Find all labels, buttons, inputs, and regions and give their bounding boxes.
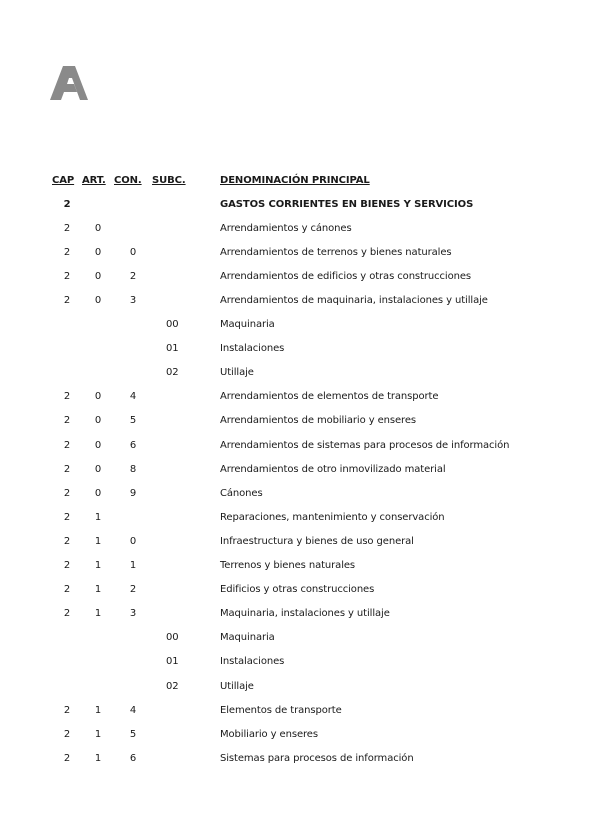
cell-con: 0 [129, 535, 137, 547]
cell-con: 4 [129, 391, 137, 403]
table-row [52, 264, 509, 288]
cell-subc [152, 722, 210, 746]
cell-con: 9 [129, 487, 137, 499]
cell-cap [52, 674, 82, 698]
cell-cap: 2 [63, 295, 71, 307]
cell-denominacion: Maquinaria [220, 319, 275, 331]
cell-cap: 2 [63, 584, 71, 596]
cell-denominacion: GASTOS CORRIENTES EN BIENES Y SERVICIOS [220, 198, 474, 210]
cell-cap: 2 [63, 415, 71, 427]
cell-subc [152, 216, 210, 240]
cell-art: 0 [94, 222, 102, 234]
cell-subc [152, 433, 210, 457]
cell-cap: 2 [63, 246, 71, 258]
cell-cap: 2 [63, 535, 71, 547]
cell-denominacion: Arrendamientos de mobiliario y enseres [220, 415, 417, 427]
cell-subc: 01 [166, 656, 179, 668]
table-row [52, 578, 509, 602]
budget-classification-table [52, 168, 509, 770]
cell-con: 6 [129, 439, 137, 451]
cell-denominacion: Arrendamientos y cánones [220, 222, 352, 234]
cell-art [82, 650, 114, 674]
cell-con: 3 [129, 295, 137, 307]
cell-denominacion: Reparaciones, mantenimiento y conservación [220, 511, 445, 523]
cell-con [114, 216, 152, 240]
table-row [52, 698, 509, 722]
cell-subc [152, 409, 210, 433]
cell-con: 1 [129, 560, 137, 572]
table-row [52, 746, 509, 770]
cell-con: 2 [129, 270, 137, 282]
cell-subc [152, 746, 210, 770]
cell-art [82, 674, 114, 698]
table-row [52, 650, 509, 674]
cell-subc [152, 457, 210, 481]
cell-cap [52, 650, 82, 674]
cell-art: 1 [94, 728, 102, 740]
cell-art: 1 [94, 752, 102, 764]
cell-cap [52, 313, 82, 337]
table-row [52, 481, 509, 505]
table-row [52, 722, 509, 746]
header-art: ART. [82, 174, 106, 186]
table-row [52, 337, 509, 361]
cell-subc [152, 288, 210, 312]
cell-subc [152, 554, 210, 578]
cell-subc [152, 578, 210, 602]
header-denominacion: DENOMINACIÓN PRINCIPAL [220, 174, 370, 186]
cell-denominacion: Sistemas para procesos de información [220, 752, 414, 764]
cell-denominacion: Instalaciones [220, 343, 285, 355]
table-row [52, 433, 509, 457]
cell-subc [152, 264, 210, 288]
cell-cap: 2 [63, 752, 71, 764]
cell-cap: 2 [63, 463, 71, 475]
cell-cap: 2 [63, 222, 71, 234]
cell-denominacion: Arrendamientos de maquinaria, instalaciones y utillaje [220, 295, 488, 307]
cell-denominacion: Edificios y otras construcciones [220, 584, 375, 596]
cell-art: 1 [94, 511, 102, 523]
table-row [52, 674, 509, 698]
cell-subc: 02 [166, 680, 179, 692]
cell-denominacion: Infraestructura y bienes de uso general [220, 535, 414, 547]
cell-art [82, 337, 114, 361]
table-row [52, 192, 509, 216]
cell-art: 0 [94, 463, 102, 475]
cell-denominacion: Arrendamientos de elementos de transporte [220, 391, 439, 403]
cell-con: 5 [129, 415, 137, 427]
table-row [52, 288, 509, 312]
cell-con [114, 192, 152, 216]
cell-subc [152, 240, 210, 264]
cell-con: 4 [129, 704, 137, 716]
table-row [52, 505, 509, 529]
cell-cap: 2 [63, 728, 71, 740]
cell-subc: 02 [166, 367, 179, 379]
cell-cap [52, 337, 82, 361]
cell-denominacion: Utillaje [220, 367, 254, 379]
cell-art: 0 [94, 246, 102, 258]
cell-art: 0 [94, 295, 102, 307]
table-row [52, 457, 509, 481]
cell-subc [152, 192, 210, 216]
cell-art: 1 [94, 584, 102, 596]
cell-subc [152, 481, 210, 505]
cell-cap: 2 [63, 704, 71, 716]
cell-con: 0 [129, 246, 137, 258]
table-row [52, 385, 509, 409]
cell-art: 1 [94, 608, 102, 620]
table-header-row [52, 168, 509, 192]
table-row [52, 626, 509, 650]
cell-art: 1 [94, 535, 102, 547]
cell-denominacion: Arrendamientos de sistemas para procesos de información [220, 439, 510, 451]
cell-subc: 00 [166, 319, 179, 331]
cell-cap [52, 361, 82, 385]
cell-con: 5 [129, 728, 137, 740]
cell-art: 0 [94, 270, 102, 282]
cell-subc: 00 [166, 632, 179, 644]
header-subc: SUBC. [152, 174, 186, 186]
cell-denominacion: Arrendamientos de otro inmovilizado material [220, 463, 446, 475]
cell-denominacion: Cánones [220, 487, 263, 499]
cell-denominacion: Arrendamientos de terrenos y bienes naturales [220, 246, 452, 258]
cell-denominacion: Arrendamientos de edificios y otras construcciones [220, 270, 472, 282]
cell-art [82, 313, 114, 337]
cell-denominacion: Maquinaria [220, 632, 275, 644]
table-row [52, 529, 509, 553]
cell-con: 2 [129, 584, 137, 596]
cell-con [114, 650, 152, 674]
table-row [52, 602, 509, 626]
cell-cap: 2 [63, 439, 71, 451]
cell-art: 0 [94, 439, 102, 451]
cell-subc [152, 385, 210, 409]
cell-con [114, 626, 152, 650]
cell-denominacion: Elementos de transporte [220, 704, 342, 716]
cell-cap: 2 [63, 560, 71, 572]
table-row [52, 313, 509, 337]
cell-con [114, 674, 152, 698]
cell-subc [152, 529, 210, 553]
cell-con [114, 337, 152, 361]
cell-denominacion: Mobiliario y enseres [220, 728, 318, 740]
cell-denominacion: Maquinaria, instalaciones y utillaje [220, 608, 390, 620]
cell-cap: 2 [63, 487, 71, 499]
cell-con [114, 505, 152, 529]
cell-art: 1 [94, 560, 102, 572]
cell-subc: 01 [166, 343, 179, 355]
table-row [52, 240, 509, 264]
cell-cap: 2 [63, 270, 71, 282]
junta-andalucia-a-icon [50, 66, 90, 100]
cell-art [82, 361, 114, 385]
cell-art [82, 192, 114, 216]
cell-cap: 2 [63, 608, 71, 620]
cell-cap [52, 626, 82, 650]
cell-con [114, 361, 152, 385]
cell-art: 1 [94, 704, 102, 716]
table-row [52, 554, 509, 578]
table-row [52, 216, 509, 240]
cell-denominacion: Utillaje [220, 680, 254, 692]
cell-subc [152, 505, 210, 529]
cell-con: 3 [129, 608, 137, 620]
cell-con: 6 [129, 752, 137, 764]
cell-cap: 2 [63, 511, 71, 523]
cell-art [82, 626, 114, 650]
header-con: CON. [114, 174, 142, 186]
cell-art: 0 [94, 415, 102, 427]
cell-cap: 2 [63, 391, 71, 403]
cell-con [114, 313, 152, 337]
header-cap: CAP [52, 174, 75, 186]
cell-art: 0 [94, 391, 102, 403]
cell-con: 8 [129, 463, 137, 475]
cell-subc [152, 698, 210, 722]
cell-denominacion: Terrenos y bienes naturales [220, 560, 356, 572]
cell-subc [152, 602, 210, 626]
table-row [52, 361, 509, 385]
cell-denominacion: Instalaciones [220, 656, 285, 668]
cell-art: 0 [94, 487, 102, 499]
table-row [52, 409, 509, 433]
cell-cap: 2 [63, 198, 71, 210]
